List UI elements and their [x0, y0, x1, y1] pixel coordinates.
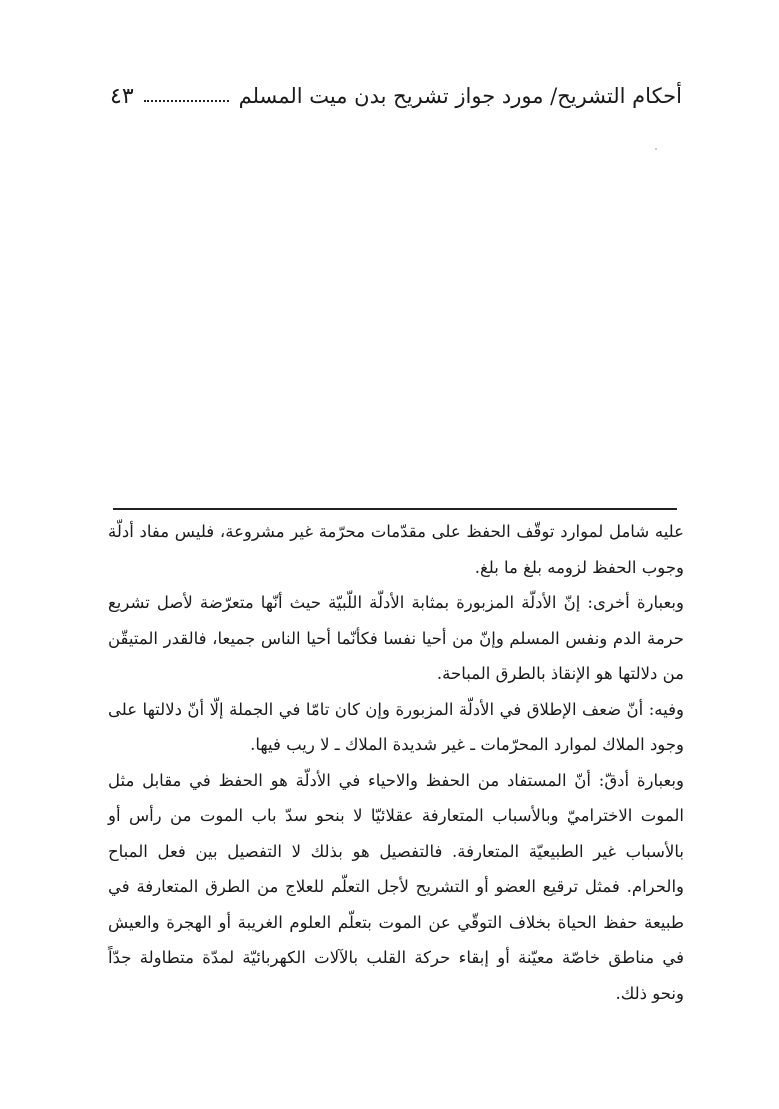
running-title: أحكام التشريح/ مورد جواز تشريح بدن ميت المسلم: [238, 84, 682, 108]
footnote-paragraph: وفيه: أنّ ضعف الإطلاق في الأدلّة المزبورة وإن كان تامّا في الجملة إلّا أنّ دلالتها على وجود الملاك لموارد المحرّمات ـ غير شديدة الملاك ـ لا ريب فيها.: [108, 699, 684, 754]
dot-leader: [144, 86, 229, 102]
scan-speck: [655, 148, 657, 150]
page-number: ٤٣: [110, 83, 134, 109]
running-header: [110, 78, 682, 114]
footnotes-block: [108, 514, 684, 1011]
footnote-paragraph: عليه شامل لموارد توقّف الحفظ على مقدّمات محرّمة غير مشروعة، فليس مفاد أدلّة وجوب الحفظ لزومه بلغ ما بلغ.: [108, 522, 684, 577]
footnote-separator: [113, 508, 677, 510]
footnote-paragraph: وبعبارة أدقّ: أنّ المستفاد من الحفظ والاحياء في الأدلّة هو الحفظ في مقابل مثل الموت الاختراميّ وبالأسباب المتعارفة عقلائيّا لا بنحو سدّ باب الموت من رأس أو بالأسباب غير الطبيعيّة المتعارفة. فالتفصيل هو بذلك لا التفصيل بين فعل المباح والحرام. فمثل ترقيع العضو أو التشريح لأجل التعلّم للعلاج من الطرق المتعارفة في طبيعة حفظ الحياة بخلاف التوقّي عن الموت بتعلّم العلوم الغريبة أو الهجرة والعيش في مناطق خاصّة معيّنة أو إبقاء حركة القلب بالآلات الكهربائيّة لمدّة متطاولة جدّاً ونحو ذلك.: [108, 770, 684, 1003]
footnote-paragraph: وبعبارة أخرى: إنّ الأدلّة المزبورة بمثابة الأدلّة اللّبيّة حيث أنّها متعرّضة لأصل تشريع حرمة الدم ونفس المسلم وإنّ من أحيا نفسا فكأنّما أحيا الناس جميعا، فالقدر المتيقّن من دلالتها هو الإنقاذ بالطرق المباحة.: [108, 593, 684, 683]
